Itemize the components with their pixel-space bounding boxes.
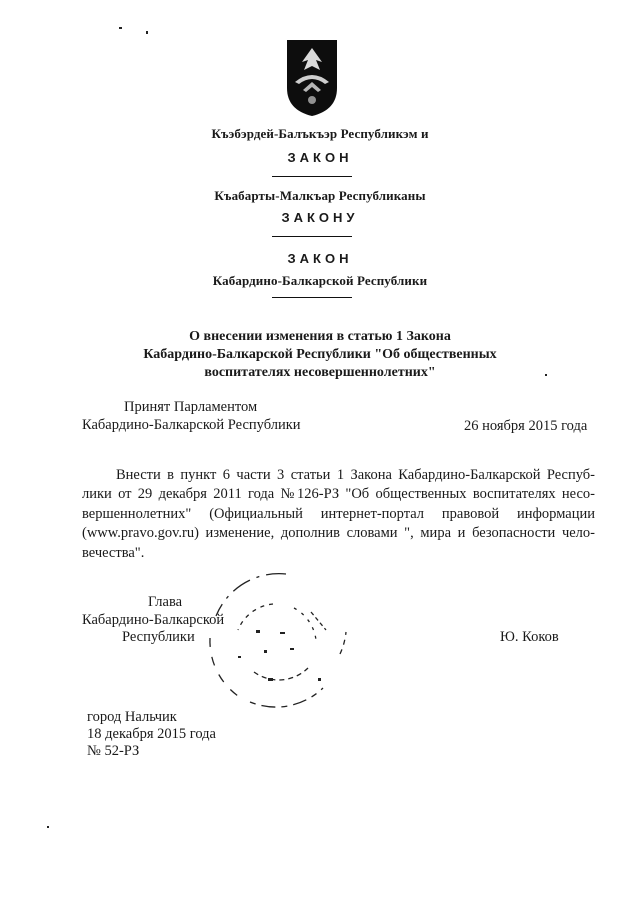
header-russian-republic: Кабардино-Балкарской Республики <box>212 273 428 288</box>
body-line: Внести в пункт 6 части 3 статьи 1 Закона Кабардино-Балкарской Респуб- <box>116 467 595 483</box>
header-kabardian-republic: Къэбэрдей-Балъкъэр Республикэм и <box>211 126 429 141</box>
official-seal-stamp <box>198 568 358 718</box>
body-line: (www.pravo.gov.ru) изменение, дополнив словами ", мира и безопасности чело- <box>82 525 595 542</box>
footer-law-number: № 52-РЗ <box>87 743 140 759</box>
header-zakon-russian: ЗАКОН <box>287 251 353 266</box>
header-zakon-balkar: ЗАКОНУ <box>281 210 359 225</box>
body-line: вершеннолетних" (Официальный интернет-портал правовой информации <box>82 505 595 522</box>
adoption-line-1: Принят Парламентом <box>124 399 258 415</box>
adoption-date: 26 ноября 2015 года <box>464 418 588 434</box>
signature-title-line-1: Глава <box>148 594 183 610</box>
title-line: воспитателях несовершеннолетних" <box>204 365 436 380</box>
footer-city: город Нальчик <box>87 709 177 725</box>
title-line: О внесении изменения в статью 1 Закона <box>189 329 451 344</box>
header-zakon-kabardian: ЗАКОН <box>287 150 353 165</box>
body-line: лики от 29 декабря 2011 года №126-РЗ "Об общественных воспитателях несо- <box>82 486 595 503</box>
footer-date: 18 декабря 2015 года <box>87 726 216 742</box>
divider <box>272 176 352 177</box>
signatory-name: Ю. Коков <box>500 629 559 645</box>
title-line: Кабардино-Балкарской Республики "Об общественных <box>143 347 497 362</box>
body-line: вечества". <box>82 544 145 561</box>
law-body-paragraph <box>82 466 595 563</box>
signature-title-line-2: Кабардино-Балкарской <box>82 612 225 628</box>
header-balkar-republic: Къабарты-Малкъар Республиканы <box>214 188 426 203</box>
document-title <box>0 328 640 382</box>
signature-title-line-3: Республики <box>122 629 195 645</box>
coat-of-arms-emblem <box>285 38 339 118</box>
divider <box>272 236 352 237</box>
divider <box>272 297 352 298</box>
adoption-line-2: Кабардино-Балкарской Республики <box>82 417 301 433</box>
